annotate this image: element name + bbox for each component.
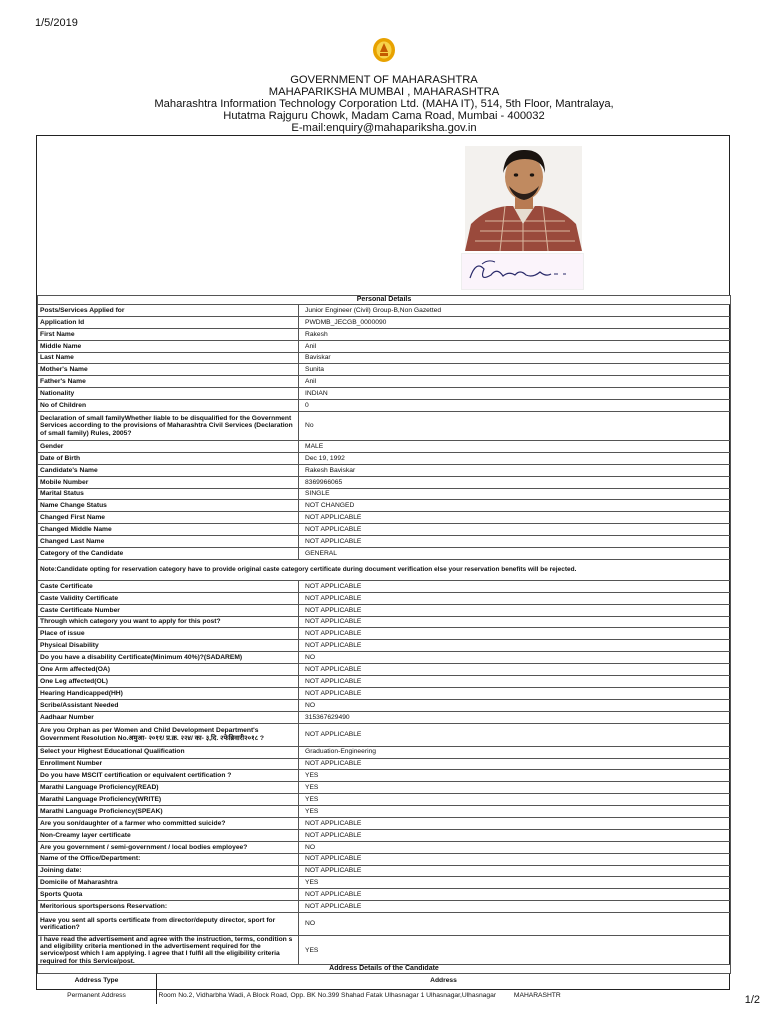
personal-details-heading: Personal Details	[38, 296, 731, 305]
address-text: Room No.2, Vidharbha Wadi, A Block Road, Opp. BK No.399 Shahad Fatak Ulhasnagar 1 Ulhasnagar,Ulhasnagar	[158, 991, 497, 999]
detail-row	[38, 829, 731, 841]
address-cell	[156, 986, 731, 1004]
detail-label: Physical Disability	[38, 640, 299, 652]
detail-value: SINGLE	[299, 488, 731, 500]
detail-value: 8369966065	[299, 476, 731, 488]
address-details-table	[37, 964, 731, 1004]
detail-value: NOT CHANGED	[299, 500, 731, 512]
address-details-heading: Address Details of the Candidate	[38, 965, 731, 974]
detail-value: YES	[299, 770, 731, 782]
detail-row	[38, 412, 731, 441]
detail-row	[38, 441, 731, 453]
detail-value: Junior Engineer (Civil) Group-B,Non Gazetted	[299, 305, 731, 317]
state-emblem-icon	[372, 37, 396, 63]
detail-value: NOT APPLICABLE	[299, 723, 731, 746]
detail-value: NOT APPLICABLE	[299, 580, 731, 592]
detail-row	[38, 400, 731, 412]
detail-label: No of Children	[38, 400, 299, 412]
address-state: MAHARASHTR	[513, 991, 561, 999]
detail-value: YES	[299, 806, 731, 818]
header-line-2: MAHAPARIKSHA MUMBAI , MAHARASHTRA	[268, 86, 500, 98]
detail-row	[38, 936, 731, 966]
detail-label: Aadhaar Number	[38, 711, 299, 723]
detail-label: Joining date:	[38, 865, 299, 877]
detail-row	[38, 782, 731, 794]
detail-value: 315367629490	[299, 711, 731, 723]
detail-row	[38, 806, 731, 818]
detail-row	[38, 305, 731, 317]
detail-row	[38, 536, 731, 548]
personal-details-table	[37, 295, 731, 966]
detail-label: Category of the Candidate	[38, 548, 299, 560]
detail-label: Name Change Status	[38, 500, 299, 512]
reservation-note-row	[38, 559, 731, 580]
detail-label: Scribe/Assistant Needed	[38, 699, 299, 711]
detail-value: Anil	[299, 340, 731, 352]
detail-value: MALE	[299, 441, 731, 453]
detail-row	[38, 889, 731, 901]
detail-value: Baviskar	[299, 352, 731, 364]
detail-row	[38, 580, 731, 592]
detail-label: Are you Orphan as per Women and Child Development Department's Government Resolution No.अमुआ- २०११/ प्र.क्र. २२४/ का- ३,दि. २फेब्रिवारी२०१८ ?	[38, 723, 299, 746]
detail-label: Hearing Handicapped(HH)	[38, 687, 299, 699]
header-line-5: E-mail:enquiry@mahapariksha.gov.in	[291, 122, 477, 134]
detail-label: Declaration of small familyWhether liable to be disqualified for the Government Services according to the provisions of Maharashtra Civil Services (Declaration of small family) Rules, 2005?	[38, 412, 299, 441]
detail-value: Graduation-Engineering	[299, 746, 731, 758]
detail-value: NO	[299, 841, 731, 853]
detail-value: NOT APPLICABLE	[299, 664, 731, 676]
detail-row	[38, 770, 731, 782]
detail-value: NOT APPLICABLE	[299, 536, 731, 548]
detail-value: NOT APPLICABLE	[299, 640, 731, 652]
detail-value: Anil	[299, 376, 731, 388]
detail-label: Father's Name	[38, 376, 299, 388]
detail-row	[38, 687, 731, 699]
detail-label: Application Id	[38, 316, 299, 328]
detail-value: NOT APPLICABLE	[299, 512, 731, 524]
detail-value: NOT APPLICABLE	[299, 592, 731, 604]
detail-value: No	[299, 412, 731, 441]
header-line-3: Maharashtra Information Technology Corporation Ltd. (MAHA IT), 514, 5th Floor, Mantralaya,	[154, 98, 614, 110]
detail-label: Changed First Name	[38, 512, 299, 524]
detail-label: Have you sent all sports certificate from director/deputy director, sport for verification?	[38, 913, 299, 936]
detail-row	[38, 817, 731, 829]
page-number: 1/2	[744, 994, 760, 1006]
detail-value: YES	[299, 877, 731, 889]
detail-row	[38, 316, 731, 328]
detail-row	[38, 901, 731, 913]
detail-value: YES	[299, 782, 731, 794]
detail-row	[38, 388, 731, 400]
detail-row	[38, 877, 731, 889]
detail-row	[38, 664, 731, 676]
detail-label: Meritorious sportspersons Reservation:	[38, 901, 299, 913]
address-header: Address	[430, 976, 457, 984]
detail-row	[38, 841, 731, 853]
detail-value: NO	[299, 652, 731, 664]
detail-value: Dec 19, 1992	[299, 452, 731, 464]
detail-value: NOT APPLICABLE	[299, 853, 731, 865]
header-line-4: Hutatma Rajguru Chowk, Madam Cama Road, Mumbai - 400032	[223, 110, 545, 122]
detail-value: NOT APPLICABLE	[299, 524, 731, 536]
detail-row	[38, 340, 731, 352]
detail-row	[38, 512, 731, 524]
detail-value: NOT APPLICABLE	[299, 676, 731, 688]
detail-row	[38, 500, 731, 512]
detail-label: Through which category you want to apply for this post?	[38, 616, 299, 628]
detail-row	[38, 548, 731, 560]
detail-label: One Arm affected(OA)	[38, 664, 299, 676]
detail-label: Caste Certificate	[38, 580, 299, 592]
detail-label: Do you have MSCIT certification or equivalent certification ?	[38, 770, 299, 782]
detail-row	[38, 711, 731, 723]
detail-label: Caste Certificate Number	[38, 604, 299, 616]
detail-label: Name of the Office/Department:	[38, 853, 299, 865]
detail-value: NO	[299, 699, 731, 711]
detail-value: INDIAN	[299, 388, 731, 400]
print-date: 1/5/2019	[35, 17, 78, 29]
detail-value: NOT APPLICABLE	[299, 865, 731, 877]
detail-value: NOT APPLICABLE	[299, 901, 731, 913]
detail-label: Mother's Name	[38, 364, 299, 376]
detail-row	[38, 328, 731, 340]
detail-label: Caste Validity Certificate	[38, 592, 299, 604]
detail-label: Are you son/daughter of a farmer who committed suicide?	[38, 817, 299, 829]
detail-row	[38, 794, 731, 806]
detail-value: 0	[299, 400, 731, 412]
detail-label: Changed Middle Name	[38, 524, 299, 536]
detail-label: I have read the advertisement and agree with the instruction, terms, condition s and eligibility criteria mentioned in the advertisement required for the service/post which I am applying. I agree that I fulfil all the eligibility criteria required for this Service/post.	[38, 936, 299, 966]
detail-value: NOT APPLICABLE	[299, 817, 731, 829]
address-type-cell: Permanent Address	[38, 986, 157, 1004]
address-type-header: Address Type	[38, 974, 157, 987]
detail-row	[38, 628, 731, 640]
detail-row	[38, 376, 731, 388]
candidate-photo	[465, 146, 582, 251]
detail-value: YES	[299, 794, 731, 806]
detail-value: PWDMB_JECGB_0000090	[299, 316, 731, 328]
detail-label: Select your Highest Educational Qualification	[38, 746, 299, 758]
detail-label: Candidate's Name	[38, 464, 299, 476]
detail-row	[38, 676, 731, 688]
detail-value: NOT APPLICABLE	[299, 829, 731, 841]
detail-value: NOT APPLICABLE	[299, 889, 731, 901]
detail-row	[38, 746, 731, 758]
detail-row	[38, 604, 731, 616]
detail-value: NOT APPLICABLE	[299, 758, 731, 770]
detail-value: GENERAL	[299, 548, 731, 560]
detail-label: Posts/Services Applied for	[38, 305, 299, 317]
detail-row	[38, 464, 731, 476]
detail-label: Are you government / semi-government / local bodies employee?	[38, 841, 299, 853]
detail-row	[38, 352, 731, 364]
document-header	[0, 74, 768, 134]
reservation-note: Note:Candidate opting for reservation category have to provide original caste category certificate during document verification else your reservation benefits will be rejected.	[38, 559, 731, 580]
detail-label: Sports Quota	[38, 889, 299, 901]
detail-label: One Leg affected(OL)	[38, 676, 299, 688]
detail-label: Enrollment Number	[38, 758, 299, 770]
detail-label: Last Name	[38, 352, 299, 364]
detail-label: Nationality	[38, 388, 299, 400]
detail-value: NOT APPLICABLE	[299, 604, 731, 616]
detail-label: Place of issue	[38, 628, 299, 640]
detail-row	[38, 865, 731, 877]
detail-label: Marathi Language Proficiency(SPEAK)	[38, 806, 299, 818]
detail-row	[38, 640, 731, 652]
detail-row	[38, 913, 731, 936]
detail-value: NOT APPLICABLE	[299, 628, 731, 640]
detail-value: Sunita	[299, 364, 731, 376]
detail-row	[38, 652, 731, 664]
detail-label: Do you have a disability Certificate(Minimum 40%)?(SADAREM)	[38, 652, 299, 664]
detail-label: Marathi Language Proficiency(WRITE)	[38, 794, 299, 806]
detail-label: Gender	[38, 441, 299, 453]
detail-row	[38, 758, 731, 770]
header-line-1: GOVERNMENT OF MAHARASHTRA	[290, 74, 478, 86]
detail-row	[38, 476, 731, 488]
detail-value: Rakesh Baviskar	[299, 464, 731, 476]
detail-row	[38, 488, 731, 500]
detail-value: YES	[299, 936, 731, 966]
detail-value: NO	[299, 913, 731, 936]
detail-row	[38, 723, 731, 746]
detail-label: First Name	[38, 328, 299, 340]
detail-row	[38, 592, 731, 604]
detail-label: Date of Birth	[38, 452, 299, 464]
detail-label: Marital Status	[38, 488, 299, 500]
detail-row	[38, 616, 731, 628]
detail-label: Middle Name	[38, 340, 299, 352]
detail-label: Marathi Language Proficiency(READ)	[38, 782, 299, 794]
detail-label: Changed Last Name	[38, 536, 299, 548]
application-form	[36, 135, 730, 999]
candidate-signature	[461, 253, 584, 290]
detail-value: Rakesh	[299, 328, 731, 340]
detail-row	[38, 452, 731, 464]
detail-value: NOT APPLICABLE	[299, 687, 731, 699]
detail-label: Non-Creamy layer certificate	[38, 829, 299, 841]
detail-row	[38, 524, 731, 536]
detail-label: Domicile of Maharashtra	[38, 877, 299, 889]
detail-row	[38, 853, 731, 865]
detail-label: Mobile Number	[38, 476, 299, 488]
detail-row	[38, 699, 731, 711]
detail-row	[38, 364, 731, 376]
detail-value: NOT APPLICABLE	[299, 616, 731, 628]
